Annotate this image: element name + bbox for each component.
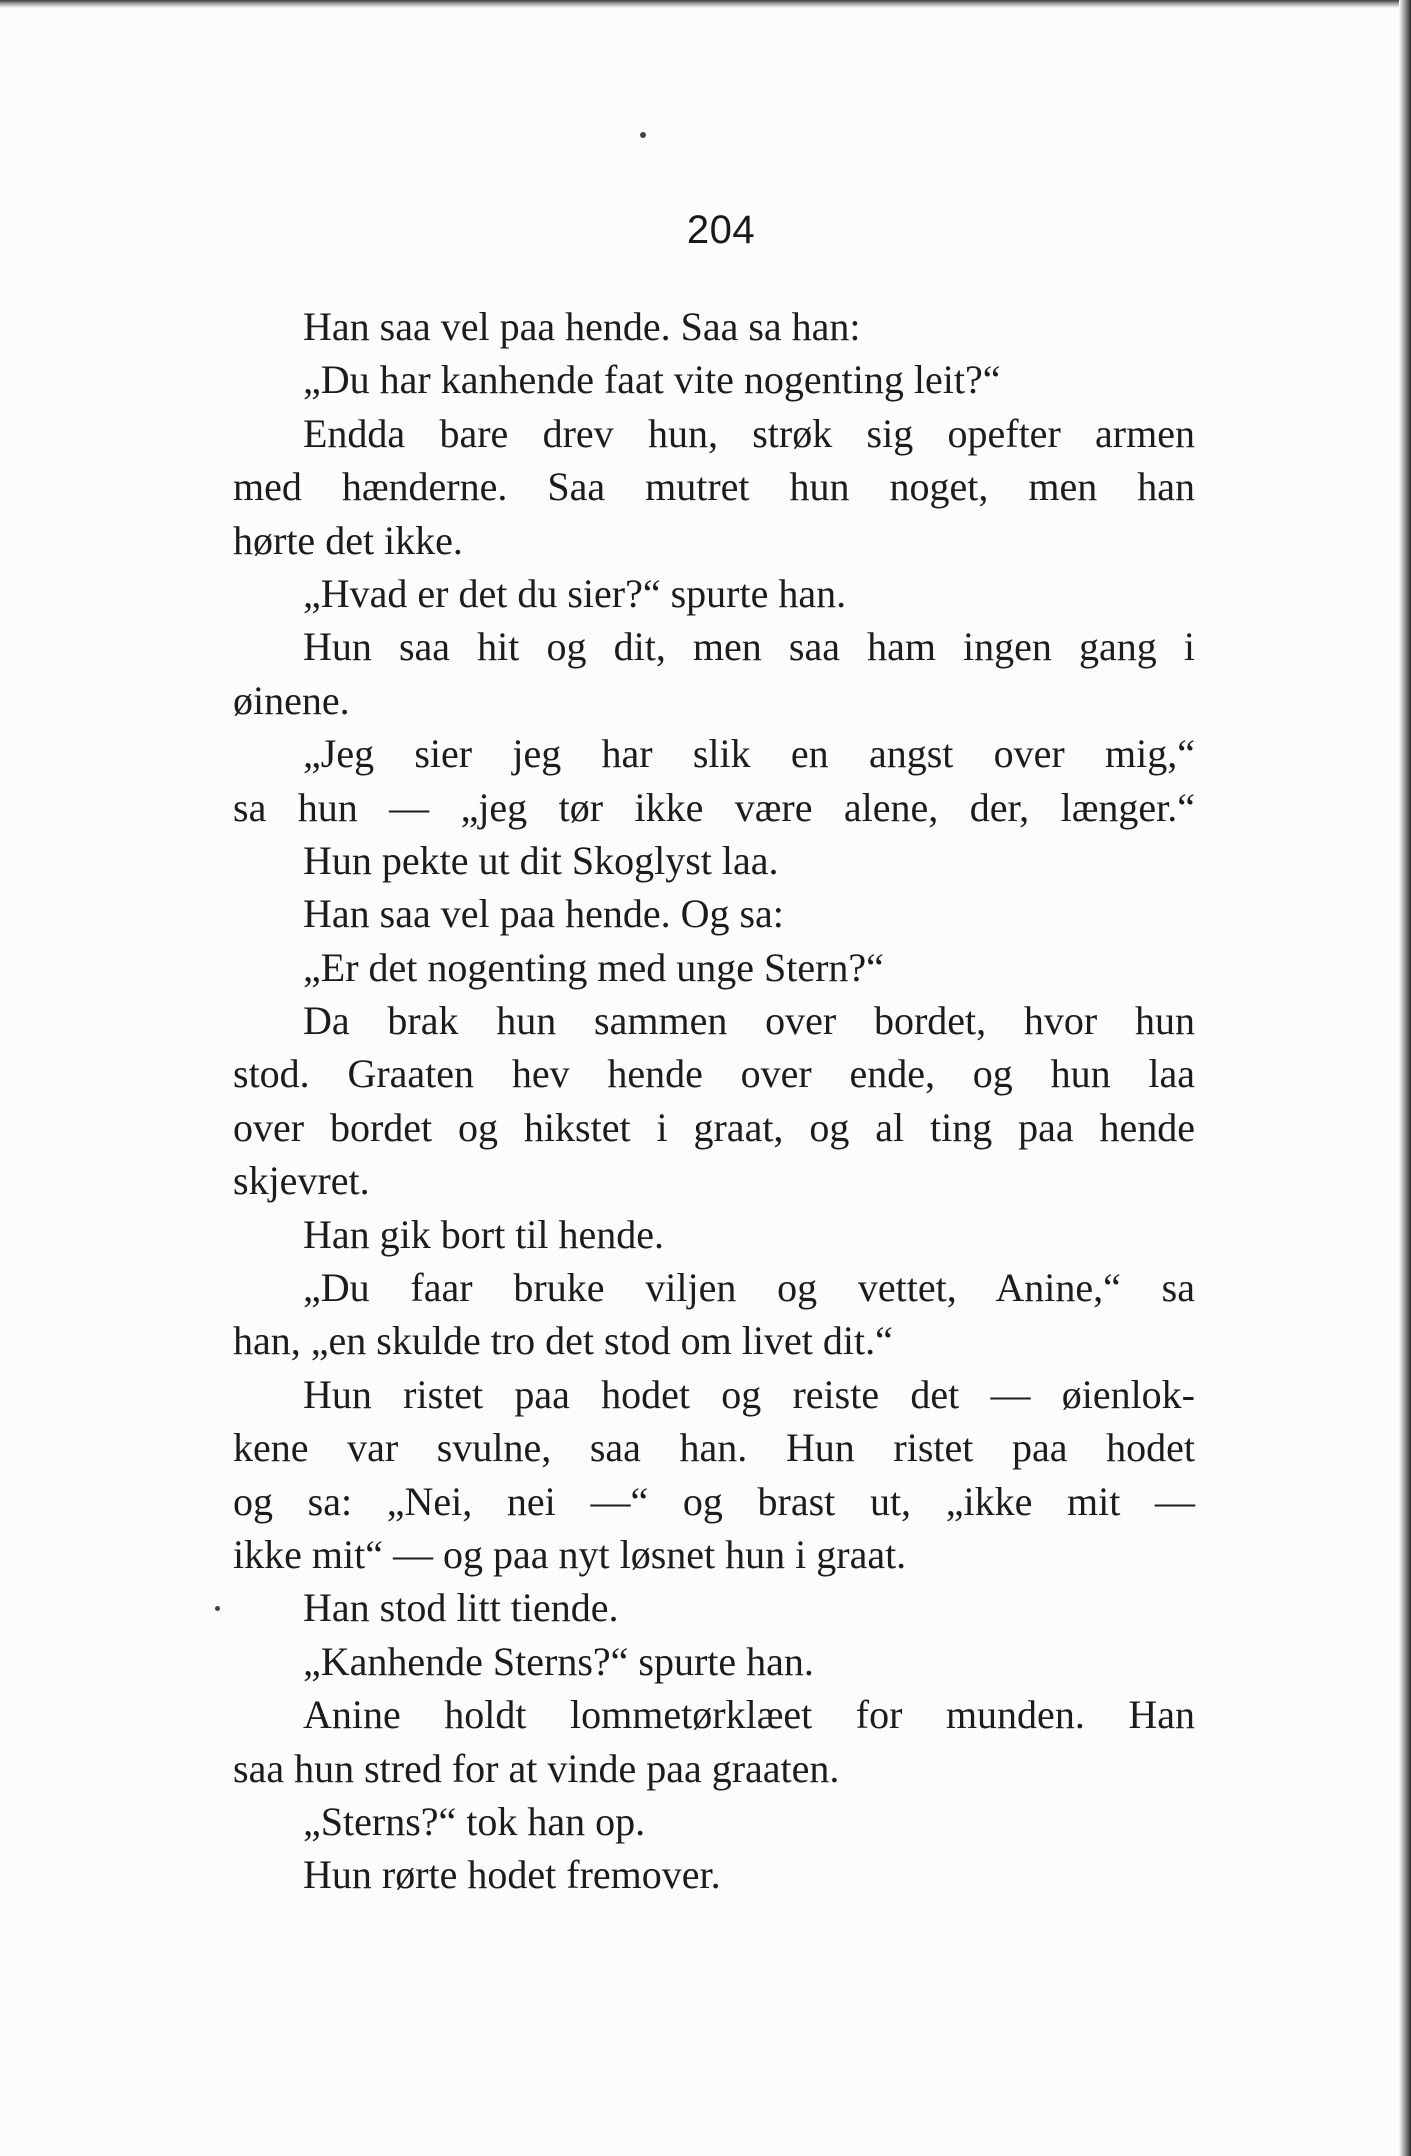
text-line: „Du faar bruke viljen og vettet, Anine,“ sa xyxy=(303,1265,1195,1311)
text-line: „Er det nogenting med unge Stern?“ xyxy=(303,944,884,990)
text-line: sa hun — „jeg tør ikke være alene, der, længer.“ xyxy=(233,784,1195,830)
text-line: øinene. xyxy=(233,677,350,723)
scan-edge-right xyxy=(1399,0,1411,2156)
text-line: „Sterns?“ tok han op. xyxy=(303,1798,646,1844)
text-line: Han saa vel paa hende. Og sa: xyxy=(303,891,784,937)
text-line: Han gik bort til hende. xyxy=(303,1211,665,1257)
text-line: med hænderne. Saa mutret hun noget, men han xyxy=(233,464,1195,510)
text-line: Da brak hun sammen over bordet, hvor hun xyxy=(303,998,1195,1044)
text-line: ikke mit“ — og paa nyt løsnet hun i graat. xyxy=(233,1531,907,1577)
text-line: over bordet og hikstet i graat, og al ting paa hende xyxy=(233,1104,1195,1150)
text-line: Hun saa hit og dit, men saa ham ingen gang i xyxy=(303,624,1195,670)
text-line: hørte det ikke. xyxy=(233,517,463,563)
text-line: „Jeg sier jeg har slik en angst over mig,“ xyxy=(303,731,1195,777)
text-line: Han stod litt tiende. xyxy=(303,1585,619,1631)
text-line: Anine holdt lommetørklæet for munden. Han xyxy=(303,1692,1195,1738)
text-line: „Kanhende Sterns?“ spurte han. xyxy=(303,1638,814,1684)
body-text xyxy=(233,300,1195,1902)
text-line: Endda bare drev hun, strøk sig opefter armen xyxy=(303,410,1195,456)
print-speck xyxy=(215,1606,220,1611)
text-line: Han saa vel paa hende. Saa sa han: xyxy=(303,304,861,349)
text-line: Hun ristet paa hodet og reiste det — øienlok- xyxy=(303,1371,1195,1417)
text-line: og sa: „Nei, nei —“ og brast ut, „ikke mit — xyxy=(233,1478,1195,1524)
page-number: 204 xyxy=(686,208,756,252)
text-line: Hun rørte hodet fremover. xyxy=(303,1852,721,1898)
text-line: saa hun stred for at vinde paa graaten. xyxy=(233,1745,840,1791)
text-line: „Hvad er det du sier?“ spurte han. xyxy=(303,570,847,616)
text-line: Hun pekte ut dit Skoglyst laa. xyxy=(303,837,779,883)
text-line: kene var svulne, saa han. Hun ristet paa hodet xyxy=(233,1425,1195,1471)
scan-edge-top xyxy=(0,0,1411,8)
print-speck xyxy=(640,132,646,138)
text-line: „Du har kanhende faat vite nogenting leit?“ xyxy=(303,357,1001,403)
text-line: han, „en skulde tro det stod om livet dit.“ xyxy=(233,1318,893,1364)
text-line: stod. Graaten hev hende over ende, og hun laa xyxy=(233,1051,1195,1097)
text-line: skjevret. xyxy=(233,1158,370,1204)
